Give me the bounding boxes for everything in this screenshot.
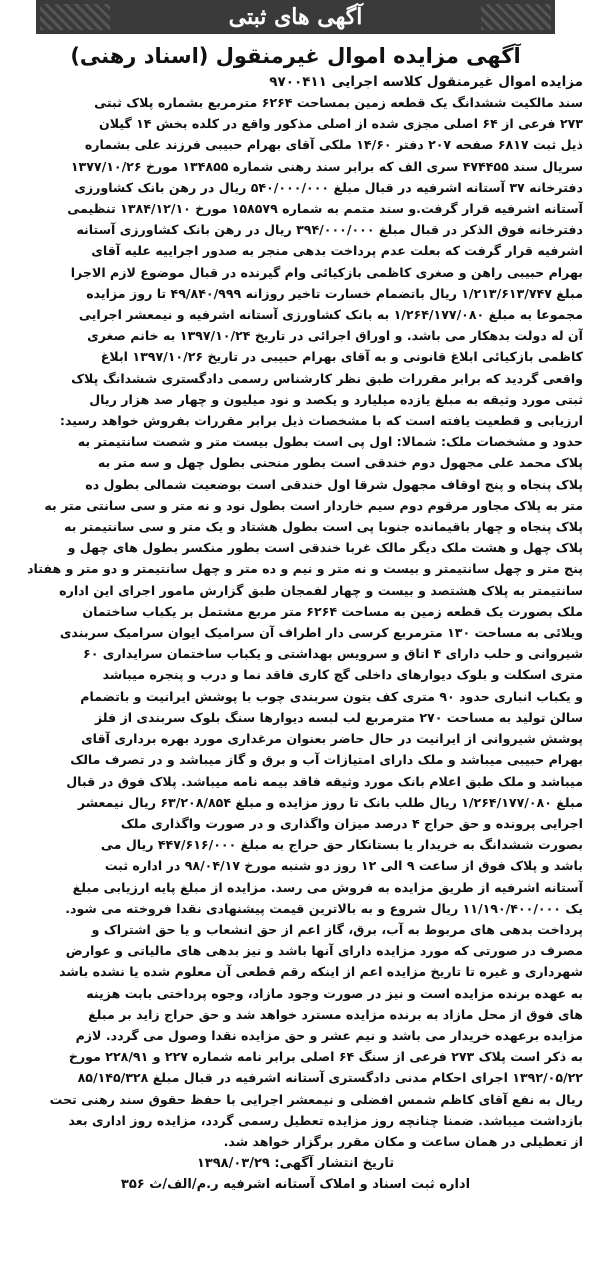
publish-date: تاریخ انتشار آگهی: ۱۳۹۸/۰۳/۲۹ [196, 1156, 395, 1172]
body-line: کاظمی بازکیائی ابلاغ قانونی و به آقای بهرام حبیبی در تاریخ ۱۳۹۷/۱۰/۲۶ ابلاغ [100, 349, 583, 365]
body-line: سند مالکیت ششدانگ یک قطعه زمین بمساحت ۶۲۶۴ مترمربع بشماره پلاک ثبتی [94, 95, 583, 110]
body-line: از تعطیلی در همان ساعت و مکان مقرر برگزار خواهد شد. [223, 1133, 583, 1149]
body-line: ویلائی به مساحت ۱۳۰ مترمربع کرسی دار اطراف آن سرامیک ایوان سرامیک سربندی [59, 625, 583, 641]
body-line: بهرام حبیبی میباشد و ملک دارای امتیازات آب و برق و گاز میباشد و در تصرف مالک [70, 752, 583, 768]
case-number: مزایده اموال غیرمنقول کلاسه اجرایی ۹۷۰۰۴۱۱ [269, 74, 583, 90]
body-line: یک ۱۱/۱۹۰/۴۰۰/۰۰۰ ریال شروع و به بالاترین قیمت پیشنهادی نقدا فروخته می شود. [65, 900, 583, 916]
body-line: واقعی گردید که برابر مقررات طبق نظر کارشناس رسمی دادگستری ششدانگ پلاک [71, 370, 583, 386]
body-line: ملک بصورت یک قطعه زمین به مساحت ۶۲۶۴ متر مربع مشتمل بر یکباب ساختمان [82, 603, 583, 619]
body-line: شیروانی و حلب دارای ۴ اتاق و سرویس بهداشتی و یکباب ساختمان سرایداری ۶۰ [83, 646, 583, 662]
body-line: پلاک پنجاه و پنج اوقاف مجهول شرقا اول خندقی است بوضعیت شمالی بطول ده [85, 476, 583, 492]
body-line: سالن تولید به مساحت ۲۷۰ مترمربع لب لبسه دیوارها سنگ بلوک سربندی از فلز [94, 709, 583, 725]
body-line: بازداشت میباشد. ضمنا چنانچه روز مزایده تعطیل رسمی گردد، مزایده روز اداری بعد [68, 1112, 583, 1128]
body-line: مصرف در صورتی که مورد مزایده دارای آنها باشد و نیز بدهی های مالیاتی و عوارض [65, 943, 583, 959]
body-line: اشرفیه قرار گرفت که بعلت عدم پرداخت بدهی منجر به صدور اجراییه علیه آقای [91, 243, 583, 259]
body-line: و یکباب انباری حدود ۹۰ متری کف بتون سربندی چوب با پوشش ایرانیت و باتضمام [80, 688, 583, 704]
notice-body [8, 92, 583, 1152]
body-line: پنج متر و چهل سانتیمتر و بیست و نه متر و نیم و ده متر و چهل سانتیمتر و دو متر و هفتاد [27, 561, 583, 577]
body-line: پرداخت بدهی های مربوط به آب، برق، گاز اعم از حق انشعاب و یا حق اشتراک و [91, 921, 583, 937]
body-line: ۱۳۹۲/۰۵/۲۲ اجرای احکام مدنی دادگستری آستانه اشرفیه در قبال مبلغ ۸۵/۱۴۵/۳۲۸ [77, 1070, 583, 1086]
body-line: متر به پلاک مجاور مرقوم دوم سیم خاردار است بطول نود و نه متر و سی سانتی متر به [44, 497, 583, 513]
body-line: پوشش شیروانی از ایرانیت در حال حاضر بعنوان مرغداری مورد بهره برداری آقای [81, 731, 583, 747]
body-line: شهرداری و غیره تا تاریخ مزایده اعم از اینکه رقم قطعی آن معلوم شده یا نشده باشد [59, 964, 583, 980]
body-line: آستانه اشرفیه قرار گرفت.و سند متمم به شماره ۱۵۸۵۷۹ مورخ ۱۳۸۴/۱۲/۱۰ تنظیمی [67, 201, 583, 217]
body-line: پلاک چهل و هشت ملک دیگر مالک غربا خندقی است بطور منکسر بطول های چهل و [67, 540, 583, 556]
body-line: بصورت ششدانگ به خریدار یا بستانکار حق حراج به مبلغ ۴۴۷/۶۱۶/۰۰۰ ریال می [100, 837, 583, 853]
body-line: سانتیمتر به پلاک هشتصد و بیست و چهار لفمجان طبق گزارش مامور اجرای این اداره [59, 582, 583, 598]
body-line: آن له دولت بدهکار می باشد. و اوراق اجرائی در تاریخ ۱۳۹۷/۱۰/۲۴ به خانم صغری [87, 328, 583, 344]
body-line: دفترخانه فوق الذکر در قبال مبلغ ۳۹۴/۰۰۰/۰۰۰ ریال در رهن بانک کشاورزی آستانه [76, 222, 583, 238]
body-line: اجرایی پرونده و حق حراج ۴ درصد میزان واگذاری و در صورت واگذاری ملک [120, 815, 583, 831]
body-line: ۲۷۳ فرعی از ۶۴ اصلی مجزی شده از اصلی مذکور واقع در کلده بخش ۱۴ گیلان [98, 116, 583, 132]
body-line: پلاک پنجاه و چهار باقیمانده جنوبا پی است بطول هشتاد و یک متر و سی سانتیمتر به [64, 519, 583, 535]
body-line: مجموعا به مبلغ ۱/۲۶۴/۱۷۷/۰۸۰ به بانک کشاورزی آستانه اشرفیه و نیمعشر اجرایی [78, 307, 583, 323]
body-line: میباشد و ملک طبق اعلام بانک مورد وثیقه فاقد بیمه نامه میباشد. پلاک فوق در قبال [66, 773, 583, 789]
body-line: آستانه اشرفیه از طریق مزایده به فروش می رسد. مزایده از مبلغ پایه ارزیابی مبلغ [72, 879, 583, 895]
body-line: ذیل ثبت ۶۸۱۷ صفحه ۲۰۷ دفتر ۱۴/۶۰ ملکی آقای بهرام حبیبی فرزند علی بشماره [84, 137, 583, 153]
body-line: مبلغ ۱/۲۱۳/۶۱۳/۷۴۷ ریال باتضمام خسارت تاخیر روزانه ۴۹/۸۴۰/۹۹۹ تا روز مزایده [86, 285, 583, 301]
body-line: ارزیابی و قطعیت یافته است که با مشخصات ذیل برابر مقررات بفروش خواهد رسید: [59, 413, 583, 429]
body-line: مبلغ ۱/۲۶۴/۱۷۷/۰۸۰ ریال طلب بانک تا روز مزایده و مبلغ ۶۳/۲۰۸/۸۵۴ ریال نیمعشر [77, 794, 583, 810]
body-line: حدود و مشخصات ملک: شمالا: اول پی است بطول بیست متر و شصت سانتیمتر به [77, 434, 583, 450]
banner-title: آگهی های ثبتی [215, 4, 377, 30]
body-line: سریال سند ۴۷۴۴۵۵ سری الف که برابر سند رهنی شماره ۱۳۴۸۵۵ مورخ ۱۳۷۷/۱۰/۲۶ [70, 158, 583, 174]
notice-title: آگهی مزایده اموال غیرمنقول (اسناد رهنی) [70, 44, 521, 68]
body-line: پلاک محمد علی مجهول دوم خندقی است بطور منحنی بطول چهل و سه متر به [97, 455, 583, 471]
body-line: ریال به نفع آقای کاظم شمس افضلی و نیمعشر اجرایی با حفظ حقوق سند رهنی تحت [49, 1091, 583, 1107]
body-line: ثبتی مورد وثیقه به مبلغ یازده میلیارد و یکصد و نود میلیون و چهار صد هزار ریال [89, 391, 583, 407]
body-line: بهرام حبیبی راهن و صغری کاظمی بازکیائی وام گیرنده در قبال موضوع لازم الاجرا [70, 264, 583, 280]
body-line: دفترخانه ۳۷ آستانه اشرفیه در قبال مبلغ ۵۴۰/۰۰۰/۰۰۰ ریال در رهن بانک کشاورزی [74, 179, 583, 195]
body-line: باشد و پلاک فوق از ساعت ۹ الی ۱۲ روز دو شنبه مورخ ۹۸/۰۴/۱۷ در اداره ثبت [104, 858, 583, 874]
body-line: های فوق از محل مازاد به برنده مزایده مسترد خواهد شد و حق حراج زاید بر مبلغ [88, 1006, 583, 1022]
body-line: مزایده برعهده خریدار می باشد و نیم عشر و حق مزایده نقدا وصول می گردد. لازم [75, 1027, 583, 1043]
body-line: به عهده برنده مزایده است و نیز در صورت وجود مازاد، وجوه پرداختی بابت هزینه [86, 985, 583, 1001]
body-line: به ذکر است پلاک ۲۷۳ فرعی از سنگ ۶۴ اصلی برابر نامه شماره ۲۲۷ و ۲۲۸/۹۱ مورخ [68, 1049, 583, 1065]
body-line: متری اسکلت و بلوک دیوارهای داخلی گچ کاری فاقد نما و درب و پنجره میباشد [102, 667, 583, 683]
issuing-office: اداره ثبت اسناد و املاک آستانه اشرفیه ر.م/الف/ث ۳۵۶ [120, 1177, 471, 1193]
section-banner [36, 0, 555, 34]
